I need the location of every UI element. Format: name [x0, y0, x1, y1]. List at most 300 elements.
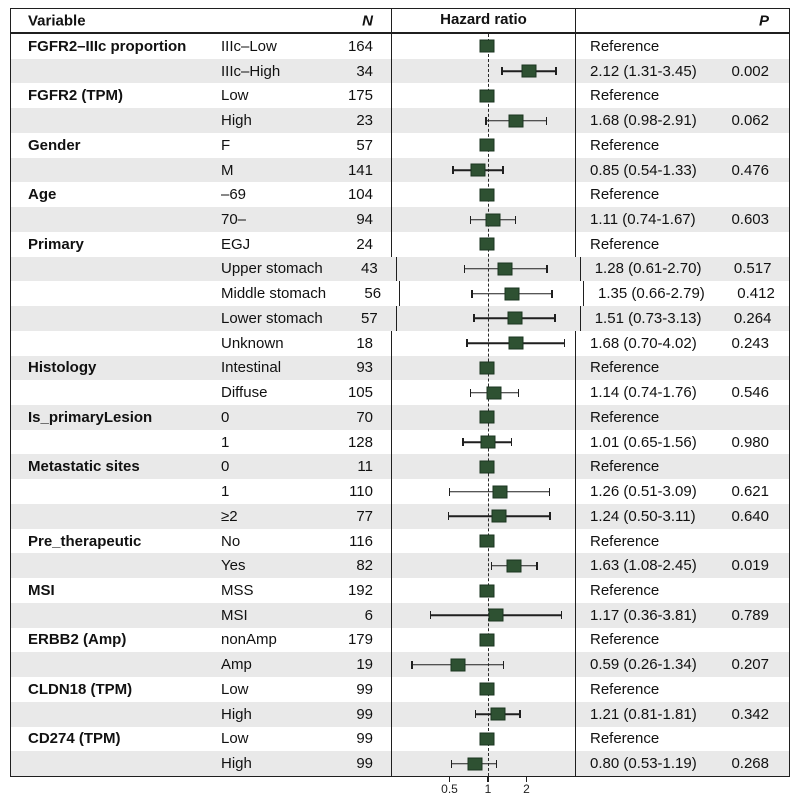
forest-plot-cell [399, 281, 584, 306]
ci-cap-low [501, 67, 503, 75]
p-value: 0.062 [731, 112, 769, 130]
hr-ci-value: Reference [590, 235, 660, 253]
table-row [11, 306, 789, 331]
forest-plot-cell [391, 207, 576, 232]
level-label: High [221, 755, 252, 773]
level-label: Upper stomach [221, 260, 323, 278]
estimate-cell [576, 553, 789, 578]
group-label: CD274 (TPM) [28, 730, 121, 748]
estimate-cell [576, 751, 789, 776]
variable-cell [11, 628, 391, 653]
group-label: FGFR2 (TPM) [28, 87, 123, 105]
hr-ci-value: 2.12 (1.31-3.45) [590, 62, 697, 80]
ci-cap-high [536, 562, 538, 570]
n-value: 116 [349, 532, 373, 550]
level-label: Amp [221, 656, 252, 674]
table-row [11, 331, 789, 356]
hr-ci-value: 1.11 (0.74-1.67) [590, 211, 696, 228]
ci-cap-high [496, 760, 498, 768]
level-label: –69 [221, 186, 247, 204]
forest-plot-cell [391, 356, 576, 381]
n-value: 104 [347, 186, 373, 204]
level-label: High [221, 112, 252, 130]
ci-cap-high [515, 216, 517, 224]
hr-ci-value: 1.63 (1.08-2.45) [590, 557, 697, 575]
hazard-ratio-marker [491, 510, 506, 523]
p-value: 0.243 [731, 334, 769, 352]
table-row [11, 603, 789, 628]
ci-cap-high [519, 710, 521, 718]
level-label: F [221, 136, 231, 154]
p-value: 0.476 [731, 161, 769, 179]
hr-ci-value: 1.21 (0.81-1.81) [590, 705, 697, 723]
estimate-cell [576, 727, 789, 752]
level-label: Low [221, 680, 249, 698]
level-label: No [221, 532, 241, 550]
hr-ci-value: Reference [590, 37, 660, 55]
level-label: ≥2 [221, 507, 238, 525]
ci-cap-low [411, 661, 413, 669]
table-row [11, 652, 789, 677]
n-value: 23 [356, 112, 373, 130]
group-label: CLDN18 (TPM) [28, 680, 133, 698]
group-label: Gender [28, 136, 81, 154]
hazard-ratio-marker [487, 386, 502, 399]
level-label: Middle stomach [221, 285, 327, 303]
hazard-ratio-marker [467, 757, 482, 770]
level-label: 70– [221, 211, 247, 228]
ci-cap-high [518, 389, 520, 397]
n-value: 18 [356, 334, 373, 352]
header-left-panel [11, 9, 391, 32]
p-value: 0.517 [733, 260, 772, 278]
p-value: 0.268 [731, 755, 769, 773]
group-label: ERBB2 (Amp) [28, 631, 127, 649]
estimate-cell [576, 578, 789, 603]
estimate-cell [576, 34, 789, 59]
variable-cell [11, 405, 391, 430]
variable-cell [11, 677, 391, 702]
forest-plot-cell [391, 232, 576, 257]
ci-cap-high [555, 67, 557, 75]
level-label: Low [221, 730, 249, 748]
hr-ci-value: 1.14 (0.74-1.76) [590, 384, 697, 402]
hr-ci-value: Reference [590, 458, 660, 476]
hr-ci-value: 0.80 (0.53-1.19) [590, 755, 697, 773]
forest-plot-cell [391, 578, 576, 603]
forest-plot-cell [391, 430, 576, 455]
level-label: High [221, 705, 252, 723]
table-row [11, 59, 789, 84]
hazard-ratio-marker [470, 164, 485, 177]
hr-ci-value: Reference [590, 186, 660, 204]
estimate-cell [576, 182, 789, 207]
hazard-ratio-marker [508, 337, 523, 350]
hazard-ratio-marker [480, 460, 495, 473]
variable-cell [11, 59, 391, 84]
ci-cap-low [473, 314, 475, 322]
forest-plot-cell [391, 751, 576, 776]
table-row [11, 751, 789, 776]
group-label: Metastatic sites [28, 458, 140, 476]
variable-cell [11, 702, 391, 727]
hr-ci-value: Reference [590, 408, 660, 426]
table-row [11, 578, 789, 603]
variable-cell [11, 182, 391, 207]
p-value: 0.412 [737, 285, 775, 303]
variable-cell [11, 108, 391, 133]
p-value: 0.621 [731, 483, 769, 501]
table-row [11, 257, 789, 282]
n-value: 43 [361, 260, 378, 278]
forest-plot-cell [391, 677, 576, 702]
group-label: Age [28, 186, 57, 204]
n-value: 93 [356, 359, 373, 377]
level-label: Low [221, 87, 249, 105]
variable-cell [11, 257, 396, 282]
estimate-cell [576, 529, 789, 554]
n-value: 57 [361, 309, 378, 327]
hazard-ratio-marker [480, 535, 495, 548]
table-row [11, 504, 789, 529]
table-row [11, 479, 789, 504]
n-value: 56 [364, 285, 382, 303]
variable-cell [11, 603, 391, 628]
ci-cap-low [466, 339, 468, 347]
n-value: 82 [356, 557, 373, 575]
header-right-panel [576, 9, 789, 32]
forest-plot-cell [391, 479, 576, 504]
p-value: 0.264 [733, 309, 772, 327]
variable-cell [11, 83, 391, 108]
estimate-cell [576, 83, 789, 108]
group-label: MSI [28, 582, 55, 600]
table-row [11, 380, 789, 405]
hr-ci-value: 0.59 (0.26-1.34) [590, 656, 697, 674]
hazard-ratio-marker [480, 584, 495, 597]
group-label: FGFR2–IIIc proportion [28, 37, 187, 55]
hr-ci-value: 1.68 (0.70-4.02) [590, 334, 697, 352]
ci-cap-high [503, 661, 505, 669]
table-row [11, 727, 789, 752]
group-label: Histology [28, 359, 97, 377]
estimate-cell [576, 108, 789, 133]
ci-cap-high [551, 290, 553, 298]
p-value: 0.640 [731, 507, 769, 525]
estimate-cell [576, 702, 789, 727]
hr-ci-value: 0.85 (0.54-1.33) [590, 161, 697, 179]
group-label: Primary [28, 235, 84, 253]
ci-cap-low [452, 166, 454, 174]
variable-column-header: Variable [28, 12, 86, 29]
variable-cell [11, 133, 391, 158]
variable-cell [11, 232, 391, 257]
forest-plot-cell [391, 454, 576, 479]
estimate-cell [576, 479, 789, 504]
ci-cap-low [451, 760, 453, 768]
hr-ci-value: 1.01 (0.65-1.56) [590, 433, 697, 451]
estimate-cell [576, 454, 789, 479]
hr-ci-value: Reference [590, 136, 660, 154]
ci-cap-low [471, 290, 473, 298]
group-label: Pre_therapeutic [28, 532, 142, 550]
level-label: Diffuse [221, 384, 268, 402]
table-body [11, 34, 789, 776]
ci-cap-low [448, 512, 450, 520]
hr-ci-value: 1.51 (0.73-3.13) [594, 309, 702, 327]
forest-plot-cell [391, 133, 576, 158]
ci-cap-low [449, 488, 451, 496]
variable-cell [11, 454, 391, 479]
n-value: 24 [356, 235, 373, 253]
table-row [11, 232, 789, 257]
forest-plot-cell [391, 108, 576, 133]
estimate-cell [576, 677, 789, 702]
hazard-ratio-marker [507, 559, 522, 572]
level-label: IIIc–Low [221, 37, 277, 55]
estimate-cell [581, 306, 792, 331]
variable-cell [11, 158, 391, 183]
level-label: 1 [221, 433, 230, 451]
forest-plot-cell [391, 405, 576, 430]
hr-ci-value: 1.68 (0.98-2.91) [590, 112, 697, 130]
axis-tick-label: 0.5 [441, 782, 458, 796]
ci-cap-high [511, 438, 513, 446]
variable-cell [11, 430, 391, 455]
axis-tick-label: 2 [523, 782, 530, 796]
level-label: nonAmp [221, 631, 277, 649]
hazard-ratio-marker [480, 89, 495, 102]
hr-ci-value: 1.17 (0.36-3.81) [590, 606, 697, 624]
ci-cap-low [470, 216, 472, 224]
table-row [11, 405, 789, 430]
ci-cap-low [470, 389, 472, 397]
table-row [11, 34, 789, 59]
level-label: MSS [221, 582, 254, 600]
n-value: 179 [347, 631, 373, 649]
forest-plot-cell [391, 331, 576, 356]
group-label: Is_primaryLesion [28, 408, 153, 426]
variable-cell [11, 751, 391, 776]
table-row [11, 207, 789, 232]
forest-plot-cell [391, 182, 576, 207]
table-row [11, 702, 789, 727]
table-row [11, 356, 789, 381]
estimate-cell [576, 331, 789, 356]
hazard-ratio-marker [450, 658, 465, 671]
table-header [11, 9, 789, 34]
ci-cap-low [475, 710, 477, 718]
p-value: 0.980 [731, 433, 769, 451]
forest-plot-cell [391, 158, 576, 183]
p-value: 0.002 [731, 62, 769, 80]
hazard-ratio-marker [480, 238, 495, 251]
estimate-cell [576, 356, 789, 381]
hr-ci-value: Reference [590, 87, 660, 105]
hazard-ratio-marker [480, 139, 495, 152]
variable-cell [11, 727, 391, 752]
level-label: IIIc–High [221, 62, 281, 80]
estimate-cell [576, 405, 789, 430]
table-row [11, 182, 789, 207]
hazard-ratio-axis [393, 777, 575, 798]
hazard-ratio-marker [521, 65, 536, 78]
hazard-ratio-marker [508, 114, 523, 127]
estimate-cell [576, 380, 789, 405]
table-row [11, 108, 789, 133]
n-value: 94 [356, 211, 373, 228]
estimate-cell [576, 59, 789, 84]
forest-plot-cell [391, 727, 576, 752]
estimate-cell [584, 281, 795, 306]
n-value: 141 [347, 161, 373, 179]
level-label: M [221, 161, 234, 179]
hr-ci-value: Reference [590, 631, 660, 649]
variable-cell [11, 306, 396, 331]
estimate-cell [576, 232, 789, 257]
n-value: 99 [356, 705, 373, 723]
variable-cell [11, 479, 391, 504]
n-value: 77 [356, 507, 373, 525]
n-value: 192 [347, 582, 373, 600]
hr-ci-value: Reference [590, 730, 660, 748]
n-value: 34 [356, 62, 373, 80]
hazard-ratio-marker [498, 262, 513, 275]
hazard-ratio-marker [492, 485, 507, 498]
hr-ci-value: 1.35 (0.66-2.79) [598, 285, 705, 303]
hazard-ratio-marker [485, 213, 500, 226]
variable-cell [11, 529, 391, 554]
hr-ci-value: 1.28 (0.61-2.70) [594, 260, 702, 278]
p-value: 0.019 [731, 557, 769, 575]
ci-cap-high [564, 339, 566, 347]
forest-plot-cell [391, 603, 576, 628]
axis-tick-label: 1 [484, 782, 492, 796]
p-value: 0.603 [731, 211, 769, 228]
variable-cell [11, 207, 391, 232]
forest-plot-cell [391, 628, 576, 653]
ci-cap-high [502, 166, 504, 174]
ci-cap-low [464, 265, 466, 273]
ci-cap-high [561, 611, 563, 619]
hazard-ratio-marker [490, 708, 505, 721]
level-label: Unknown [221, 334, 284, 352]
hr-ci-value: Reference [590, 532, 660, 550]
hr-ci-value: Reference [590, 680, 660, 698]
hazard-ratio-column-header: Hazard ratio [391, 9, 576, 32]
ci-cap-high [549, 488, 551, 496]
table-row [11, 83, 789, 108]
hazard-ratio-marker [480, 411, 495, 424]
n-value: 105 [347, 384, 373, 402]
n-value: 164 [347, 37, 373, 55]
level-label: MSI [221, 606, 248, 624]
p-value: 0.342 [731, 705, 769, 723]
level-label: EGJ [221, 235, 251, 253]
n-value: 70 [356, 408, 373, 426]
n-value: 19 [356, 656, 373, 674]
ci-cap-high [549, 512, 551, 520]
forest-plot-cell [391, 59, 576, 84]
hr-ci-value: Reference [590, 359, 660, 377]
hazard-ratio-marker [507, 312, 522, 325]
variable-cell [11, 652, 391, 677]
level-label: Yes [221, 557, 246, 575]
variable-cell [11, 331, 391, 356]
forest-plot-table [10, 8, 790, 777]
ci-cap-low [430, 611, 432, 619]
hazard-ratio-marker [480, 683, 495, 696]
ci-cap-low [491, 562, 493, 570]
ci-cap-low [485, 117, 487, 125]
level-label: Intestinal [221, 359, 282, 377]
n-value: 99 [356, 755, 373, 773]
table-row [11, 133, 789, 158]
hazard-ratio-marker [480, 633, 495, 646]
p-value: 0.789 [731, 606, 769, 624]
variable-cell [11, 356, 391, 381]
table-row [11, 430, 789, 455]
n-value: 57 [356, 136, 373, 154]
hr-ci-value: Reference [590, 582, 660, 600]
n-value: 11 [357, 458, 373, 476]
table-row [11, 628, 789, 653]
hazard-ratio-marker [480, 188, 495, 201]
hazard-ratio-marker [480, 436, 495, 449]
estimate-cell [576, 652, 789, 677]
p-value: 0.207 [731, 656, 769, 674]
table-row [11, 529, 789, 554]
n-value: 99 [356, 680, 373, 698]
hazard-ratio-marker [480, 361, 495, 374]
table-row [11, 158, 789, 183]
estimate-cell [576, 603, 789, 628]
level-label: 1 [221, 483, 230, 501]
variable-cell [11, 281, 399, 306]
p-value: 0.546 [731, 384, 769, 402]
forest-plot-cell [391, 380, 576, 405]
variable-cell [11, 578, 391, 603]
table-row [11, 677, 789, 702]
forest-plot-cell [391, 553, 576, 578]
table-row [11, 281, 789, 306]
p-column-header: P [758, 12, 769, 29]
estimate-cell [576, 504, 789, 529]
estimate-cell [576, 207, 789, 232]
ci-cap-low [462, 438, 464, 446]
estimate-cell [576, 430, 789, 455]
variable-cell [11, 34, 391, 59]
forest-plot-cell [391, 652, 576, 677]
hazard-ratio-marker [488, 609, 503, 622]
estimate-cell [576, 133, 789, 158]
hazard-ratio-marker [504, 287, 519, 300]
forest-plot-cell [391, 34, 576, 59]
ci-cap-high [546, 117, 548, 125]
n-value: 99 [356, 730, 373, 748]
forest-plot-cell [391, 702, 576, 727]
hr-ci-value: 1.26 (0.51-3.09) [590, 483, 697, 501]
estimate-cell [581, 257, 792, 282]
n-value: 6 [364, 606, 373, 624]
level-label: 0 [221, 458, 230, 476]
forest-plot-cell [391, 83, 576, 108]
table-row [11, 553, 789, 578]
n-column-header: N [362, 12, 373, 29]
n-value: 110 [349, 483, 373, 501]
table-row [11, 454, 789, 479]
estimate-cell [576, 628, 789, 653]
